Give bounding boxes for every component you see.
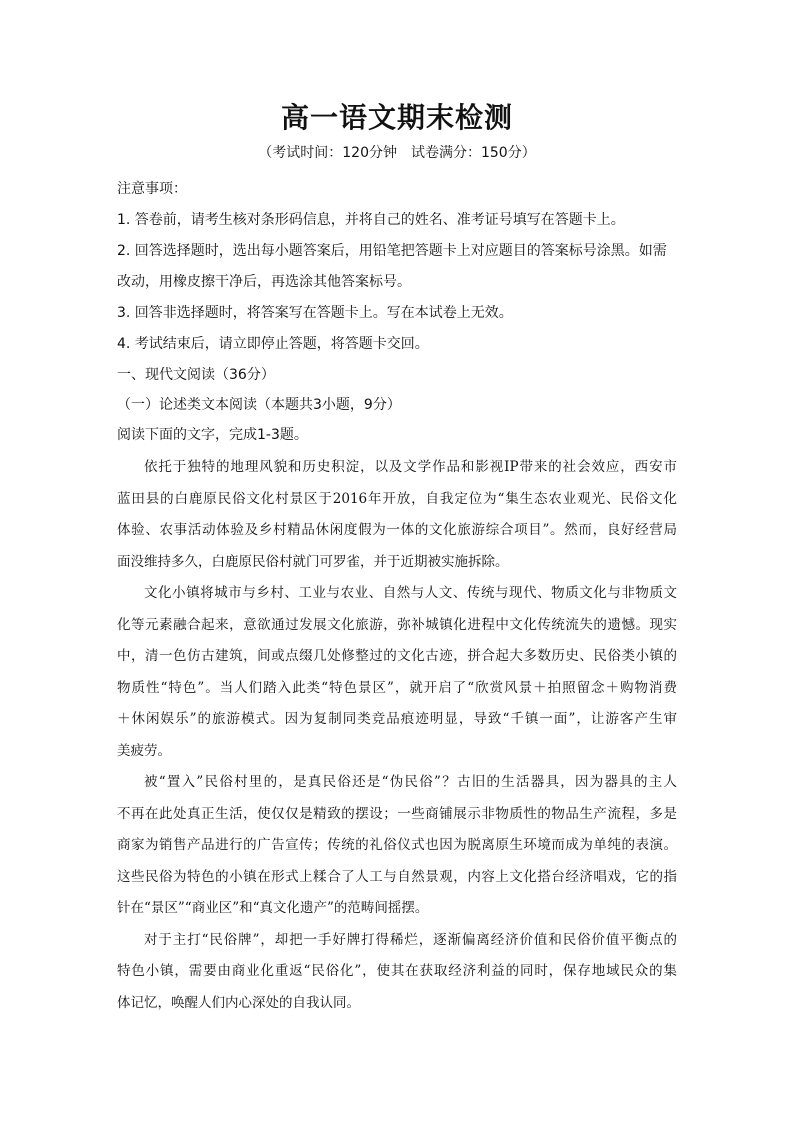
passage-line: 被“置入”民俗村里的，是真民俗还是“伪民俗”？古旧的生活器具，因为器具的主人 (144, 774, 677, 790)
passage-line: 面没维持多久，白鹿原民俗村就门可罗雀，并于近期被实施拆除。 (117, 553, 509, 570)
passage-line: 文化小镇将城市与乡村、工业与农业、自然与人文、传统与现代、物质文化与非物质文 (144, 585, 677, 601)
section-header (117, 360, 677, 450)
notice-item: 1. 答卷前，请考生核对条形码信息，并将自己的姓名、准考证号填写在答题卡上。 (117, 212, 625, 228)
passage-paragraph (117, 767, 677, 925)
section-heading: 一、现代文阅读（36分） (117, 367, 275, 383)
passage-line: 针在“景区”“商业区”和“真文化遗产”的范畴间摇摆。 (117, 900, 429, 916)
passage-paragraph (117, 578, 677, 767)
passage-line: 化等元素融合起来，意欲通过发展文化旅游，弥补城镇化进程中文化传统流失的遗憾。现实 (117, 616, 677, 633)
passage-line: 蓝田县的白鹿原民俗文化村景区于2016年开放，自我定位为“集生态农业观光、民俗文化 (117, 490, 677, 507)
notice-heading: 注意事项： (117, 181, 187, 197)
passage-line: 体记忆，唤醒人们内心深处的自我认同。 (117, 994, 360, 1011)
passage-paragraph (117, 452, 677, 578)
passage-line: 特色小镇，需要由商业化重返“民俗化”，使其在获取经济利益的同时，保存地域民众的集 (117, 963, 677, 979)
exam-info: （考试时间：120分钟 试卷满分：150分） (258, 145, 536, 161)
exam-page (117, 96, 677, 1019)
notice-item: 2. 回答选择题时，选出每小题答案后，用铅笔把答题卡上对应题目的答案标号涂黑。如需 (117, 243, 667, 259)
notice-block (117, 174, 677, 360)
passage-line: 体验、农事活动体验及乡村精品休闲度假为一体的文化旅游综合项目”。然而，良好经营局 (117, 522, 677, 538)
passage-line: 不再在此处真正生活，使仅仅是精致的摆设；一些商铺展示非物质性的物品生产流程，多是 (117, 805, 677, 822)
notice-item: 改动，用橡皮擦干净后，再选涂其他答案标号。 (117, 274, 411, 290)
passage-line: 依托于独特的地理风貌和历史积淀，以及文学作品和影视IP带来的社会效应，西安市 (144, 459, 677, 475)
passage-line: 物质性“特色”。当人们踏入此类“特色景区”，就开启了“欣赏风景＋拍照留念＋购物消费 (117, 679, 677, 696)
notice-item: 3. 回答非选择题时，将答案写在答题卡上。写在本试卷上无效。 (117, 305, 513, 321)
passage-line: ＋休闲娱乐”的旅游模式。因为复制同类竞品痕迹明显，导致“千镇一面”，让游客产生审 (117, 711, 677, 727)
passage-paragraph (117, 925, 677, 1020)
section-subheading: （一）论述类文本阅读（本题共3小题，9分） (117, 397, 401, 413)
notice-item: 4. 考试结束后，请立即停止答题，将答题卡交回。 (117, 336, 429, 352)
section-instruction: 阅读下面的文字，完成1-3题。 (117, 427, 308, 443)
passage-line: 商家为销售产品进行的广告宣传；传统的礼俗仪式也因为脱离原生环境而成为单纯的表演。 (117, 837, 677, 853)
passage-line: 对于主打“民俗牌”，却把一手好牌打得稀烂，逐渐偏离经济价值和民俗价值平衡点的 (144, 931, 677, 948)
reading-passage (117, 452, 677, 1019)
page-title: 高一语文期末检测 (280, 101, 513, 134)
passage-line: 美疲劳。 (117, 742, 171, 759)
passage-line: 中，清一色仿古建筑，间或点缀几处修整过的文化古迹，拼合起大多数历史、民俗类小镇的 (117, 648, 677, 664)
passage-line: 这些民俗为特色的小镇在形式上糅合了人工与自然景观，内容上文化搭台经济唱戏，它的指 (117, 868, 677, 885)
